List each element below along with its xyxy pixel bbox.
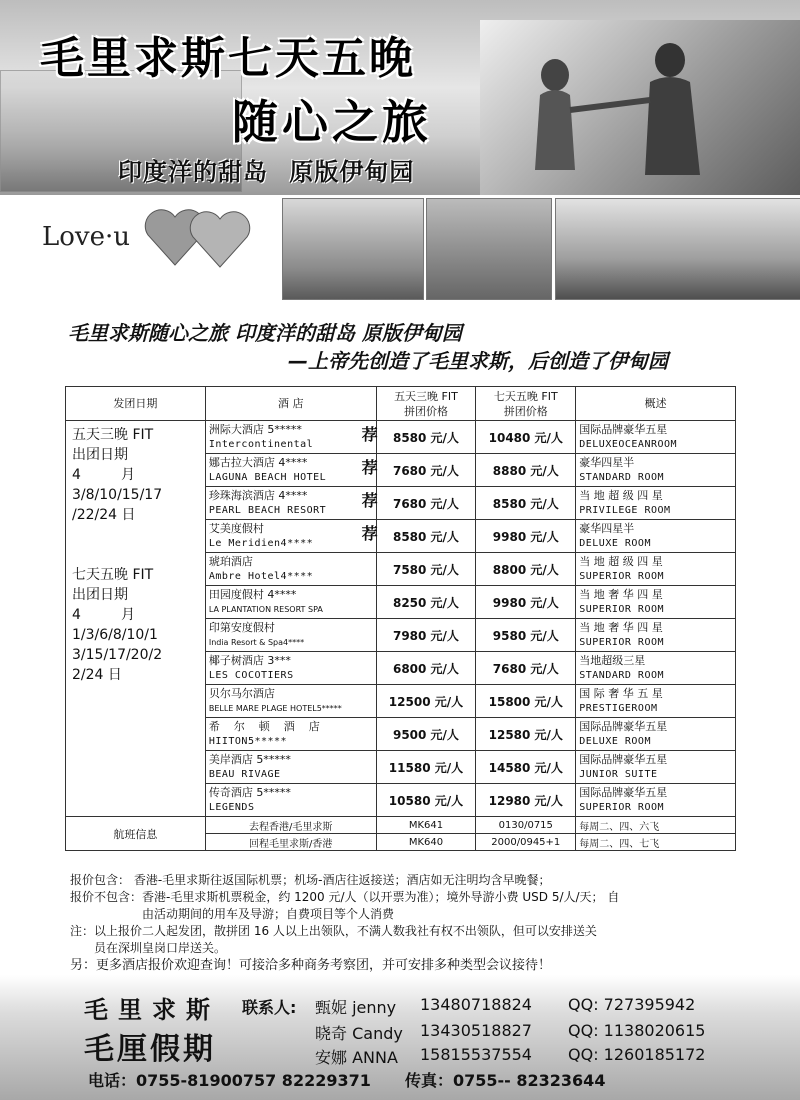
hotel-summary bbox=[576, 487, 736, 520]
summary-cn: 国 际 奢 华 五 星 bbox=[579, 687, 663, 700]
price-seven-day: 9980 元/人 bbox=[476, 520, 576, 553]
hotel-cell bbox=[205, 652, 376, 685]
recommend-mark: 荐 bbox=[361, 491, 378, 510]
summary-room: DELUXEOCEANROOM bbox=[579, 439, 678, 450]
five-day-month: 4 月 bbox=[72, 467, 135, 483]
summary-cn: 豪华四星半 bbox=[579, 456, 635, 469]
price-five-day: 10580 元/人 bbox=[376, 784, 476, 817]
hotel-summary bbox=[576, 619, 736, 652]
hotel-cell bbox=[205, 619, 376, 652]
price-seven-day: 8800 元/人 bbox=[476, 553, 576, 586]
contact-name: 安娜 ANNA bbox=[315, 1048, 398, 1067]
summary-cn: 国际品牌豪华五星 bbox=[579, 753, 668, 766]
price-five-day: 7680 元/人 bbox=[376, 454, 476, 487]
price-five-day: 8580 元/人 bbox=[376, 520, 476, 553]
price-five-day: 8580 元/人 bbox=[376, 421, 476, 454]
recommend-mark: 荐 bbox=[361, 425, 378, 444]
love-text: Love·u bbox=[42, 222, 131, 252]
aerial-photo bbox=[426, 198, 552, 300]
departure-dates-cell bbox=[66, 421, 206, 817]
hotel-name-cn: 田园度假村 4**** bbox=[208, 588, 297, 601]
summary-cn: 豪华四星半 bbox=[579, 522, 635, 535]
couple-silhouette-icon bbox=[480, 20, 800, 195]
contact-qq: QQ: 1138020615 bbox=[568, 1021, 706, 1040]
hotel-name-cn: 贝尔马尔酒店 bbox=[208, 687, 275, 700]
hotel-cell bbox=[205, 553, 376, 586]
price-five-day: 8250 元/人 bbox=[376, 586, 476, 619]
hotel-name-cn: 琥珀酒店 bbox=[208, 555, 253, 568]
header-summary: 概述 bbox=[576, 387, 736, 421]
flight-days: 每周二、四、七飞 bbox=[576, 834, 736, 851]
price-five-day: 7980 元/人 bbox=[376, 619, 476, 652]
seven-day-dates: 1/3/6/8/10/1 3/15/17/20/2 2/24 日 bbox=[72, 627, 163, 683]
hotel-summary bbox=[576, 520, 736, 553]
contact-qq: QQ: 727395942 bbox=[568, 995, 696, 1014]
hotel-cell bbox=[205, 718, 376, 751]
summary-cn: 国际品牌豪华五星 bbox=[579, 720, 668, 733]
flight-time: 0130/0715 bbox=[476, 817, 576, 834]
summary-room: JUNIOR SUITE bbox=[579, 769, 658, 780]
summary-cn: 当 地 超 级 四 星 bbox=[579, 555, 663, 568]
summary-room: DELUXE ROOM bbox=[579, 736, 651, 747]
summary-room: SUPERIOR ROOM bbox=[579, 802, 665, 813]
recommend-mark: 荐 bbox=[361, 458, 378, 477]
hotel-summary bbox=[576, 652, 736, 685]
notes-block bbox=[70, 872, 750, 974]
header-price5: 五天三晚 FIT 拼团价格 bbox=[376, 387, 476, 421]
hotel-cell bbox=[205, 784, 376, 817]
hotel-name-cn: 传奇酒店 5***** bbox=[208, 786, 291, 799]
hotel-cell bbox=[205, 520, 376, 553]
contact-name: 甄妮 jenny bbox=[315, 998, 397, 1017]
summary-room: SUPERIOR ROOM bbox=[579, 637, 665, 648]
header-price7: 七天五晚 FIT 拼团价格 bbox=[476, 387, 576, 421]
summary-cn: 当 地 奢 华 四 星 bbox=[579, 588, 663, 601]
note-remark: 注：以上报价二人起发团，散拼团 16 人以上出领队，不满人数我社有权不出领队，但可以安排送关 bbox=[70, 924, 597, 938]
flight-number: MK641 bbox=[376, 817, 476, 834]
couple-photo bbox=[480, 20, 800, 195]
price-seven-day: 8580 元/人 bbox=[476, 487, 576, 520]
summary-room: PRIVILEGE ROOM bbox=[579, 505, 671, 516]
hotel-name-en: LA PLANTATION RESORT SPA bbox=[208, 605, 323, 614]
brand-line1: 毛里求斯 bbox=[84, 996, 220, 1024]
note-more: 另：更多酒店报价欢迎查询！可接洽多种商务考察团，并可安排多种类型会议接待！ bbox=[70, 958, 552, 973]
summary-cn: 当地超级三星 bbox=[579, 654, 646, 667]
summary-room: STANDARD ROOM bbox=[579, 670, 665, 681]
hotel-name-en: BEAU RIVAGE bbox=[208, 769, 281, 780]
flight-route: 回程毛里求斯/香港 bbox=[205, 834, 376, 851]
seven-day-title: 七天五晚 FIT 出团日期 bbox=[72, 567, 154, 603]
note-exclude: 报价不包含：香港-毛里求斯机票税金，约 1200 元/人（以开票为准）；境外导游小费 USD 5/人/天； 自 bbox=[70, 890, 620, 904]
contact-label: 联系人: bbox=[242, 998, 297, 1017]
flight-label: 航班信息 bbox=[66, 817, 206, 851]
hotel-cell bbox=[205, 487, 376, 520]
price-seven-day: 10480 元/人 bbox=[476, 421, 576, 454]
telephone: 电话：0755-81900757 82229371 bbox=[88, 1071, 371, 1090]
price-five-day: 7680 元/人 bbox=[376, 487, 476, 520]
hotel-name-en: LES COCOTIERS bbox=[208, 670, 294, 681]
contact-phone: 15815537554 bbox=[420, 1045, 532, 1064]
hotel-name-en: LEGENDS bbox=[208, 802, 255, 813]
price-five-day: 6800 元/人 bbox=[376, 652, 476, 685]
brand-line2: 毛厘假期 bbox=[84, 1032, 216, 1067]
price-seven-day: 14580 元/人 bbox=[476, 751, 576, 784]
flight-row bbox=[66, 817, 736, 834]
slogan-line2: —上帝先创造了毛里求斯，后创造了伊甸园 bbox=[288, 349, 668, 373]
flight-time: 2000/0945+1 bbox=[476, 834, 576, 851]
hotel-name-en: PEARL BEACH RESORT bbox=[208, 505, 327, 516]
pool-photo bbox=[555, 198, 800, 300]
price-five-day: 7580 元/人 bbox=[376, 553, 476, 586]
price-seven-day: 15800 元/人 bbox=[476, 685, 576, 718]
table-row bbox=[66, 421, 736, 454]
hotel-name-cn: 印第安度假村 bbox=[208, 621, 275, 634]
hotel-name-cn: 珍珠海滨酒店 4**** bbox=[208, 489, 308, 502]
summary-room: PRESTIGEROOM bbox=[579, 703, 658, 714]
price-five-day: 12500 元/人 bbox=[376, 685, 476, 718]
hotel-summary bbox=[576, 454, 736, 487]
hotel-cell bbox=[205, 586, 376, 619]
hotel-summary bbox=[576, 685, 736, 718]
hotel-name-en: India Resort & Spa4**** bbox=[208, 638, 305, 647]
hotel-name-cn: 椰子树酒店 3*** bbox=[208, 654, 291, 667]
slogan-line1: 毛里求斯随心之旅 印度洋的甜岛 原版伊甸园 bbox=[68, 321, 462, 345]
hotel-cell bbox=[205, 685, 376, 718]
hotel-name-en: Le Meridien4**** bbox=[208, 538, 314, 549]
price-seven-day: 12580 元/人 bbox=[476, 718, 576, 751]
summary-room: DELUXE ROOM bbox=[579, 538, 651, 549]
hotel-cell bbox=[205, 751, 376, 784]
hotel-summary bbox=[576, 751, 736, 784]
price-seven-day: 8880 元/人 bbox=[476, 454, 576, 487]
subtitle: 印度洋的甜岛 原版伊甸园 bbox=[118, 158, 415, 186]
flight-number: MK640 bbox=[376, 834, 476, 851]
header-hotel: 酒 店 bbox=[205, 387, 376, 421]
beach-photo bbox=[282, 198, 424, 300]
hotel-cell bbox=[205, 454, 376, 487]
price-seven-day: 9980 元/人 bbox=[476, 586, 576, 619]
note-exclude-cont: 由活动期间的用车及导游；自费项目等个人消费 bbox=[142, 907, 395, 921]
contact-name: 晓奇 Candy bbox=[315, 1024, 403, 1043]
hearts-icon bbox=[140, 195, 260, 270]
hotel-name-cn: 艾美度假村 bbox=[208, 522, 264, 535]
summary-cn: 当 地 超 级 四 星 bbox=[579, 489, 663, 502]
five-day-dates: 3/8/10/15/17 /22/24 日 bbox=[72, 487, 163, 523]
hotel-cell bbox=[205, 421, 376, 454]
table-header-row bbox=[66, 387, 736, 421]
hotel-summary bbox=[576, 718, 736, 751]
summary-room: SUPERIOR ROOM bbox=[579, 604, 665, 615]
header-date: 发团日期 bbox=[66, 387, 206, 421]
hotel-summary bbox=[576, 553, 736, 586]
five-day-title: 五天三晚 FIT 出团日期 bbox=[72, 427, 154, 463]
contact-phone: 13430518827 bbox=[420, 1021, 532, 1040]
price-seven-day: 12980 元/人 bbox=[476, 784, 576, 817]
price-table bbox=[65, 386, 736, 851]
hotel-name-cn: 美岸酒店 5***** bbox=[208, 753, 291, 766]
note-remark-cont: 员在深圳皇岗口岸送关。 bbox=[94, 941, 227, 955]
hotel-name-en: Ambre Hotel4**** bbox=[208, 571, 314, 582]
price-five-day: 9500 元/人 bbox=[376, 718, 476, 751]
price-seven-day: 7680 元/人 bbox=[476, 652, 576, 685]
summary-cn: 当 地 奢 华 四 星 bbox=[579, 621, 663, 634]
price-five-day: 11580 元/人 bbox=[376, 751, 476, 784]
summary-cn: 国际品牌豪华五星 bbox=[579, 786, 668, 799]
hotel-summary bbox=[576, 421, 736, 454]
hotel-name-en: Intercontinental bbox=[208, 439, 314, 450]
contact-phone: 13480718824 bbox=[420, 995, 532, 1014]
hotel-name-cn: 洲际大酒店 5***** bbox=[208, 423, 302, 436]
title-line1: 毛里求斯七天五晚 bbox=[40, 33, 416, 84]
note-include: 报价包含： 香港-毛里求斯往返国际机票；机场-酒店往返接送；酒店如无注明均含早晚餐； bbox=[70, 873, 551, 887]
hotel-summary bbox=[576, 586, 736, 619]
flight-route: 去程香港/毛里求斯 bbox=[205, 817, 376, 834]
flight-days: 每周二、四、六飞 bbox=[576, 817, 736, 834]
summary-cn: 国际品牌豪华五星 bbox=[579, 423, 668, 436]
hotel-name-cn: 娜古拉大酒店 4**** bbox=[208, 456, 308, 469]
hotel-summary bbox=[576, 784, 736, 817]
summary-room: SUPERIOR ROOM bbox=[579, 571, 665, 582]
title-line2: 随心之旅 bbox=[232, 95, 432, 149]
fax: 传真：0755-- 82323644 bbox=[405, 1071, 606, 1090]
hotel-name-en: HIITON5***** bbox=[208, 736, 288, 747]
recommend-mark: 荐 bbox=[361, 524, 378, 543]
price-seven-day: 9580 元/人 bbox=[476, 619, 576, 652]
hotel-name-cn: 希 尔 顿 酒 店 bbox=[208, 720, 320, 733]
hotel-name-en: BELLE MARE PLAGE HOTEL5***** bbox=[208, 704, 342, 713]
seven-day-month: 4 月 bbox=[72, 607, 135, 623]
summary-room: STANDARD ROOM bbox=[579, 472, 665, 483]
hotel-name-en: LAGUNA BEACH HOTEL bbox=[208, 472, 327, 483]
contact-qq: QQ: 1260185172 bbox=[568, 1045, 706, 1064]
